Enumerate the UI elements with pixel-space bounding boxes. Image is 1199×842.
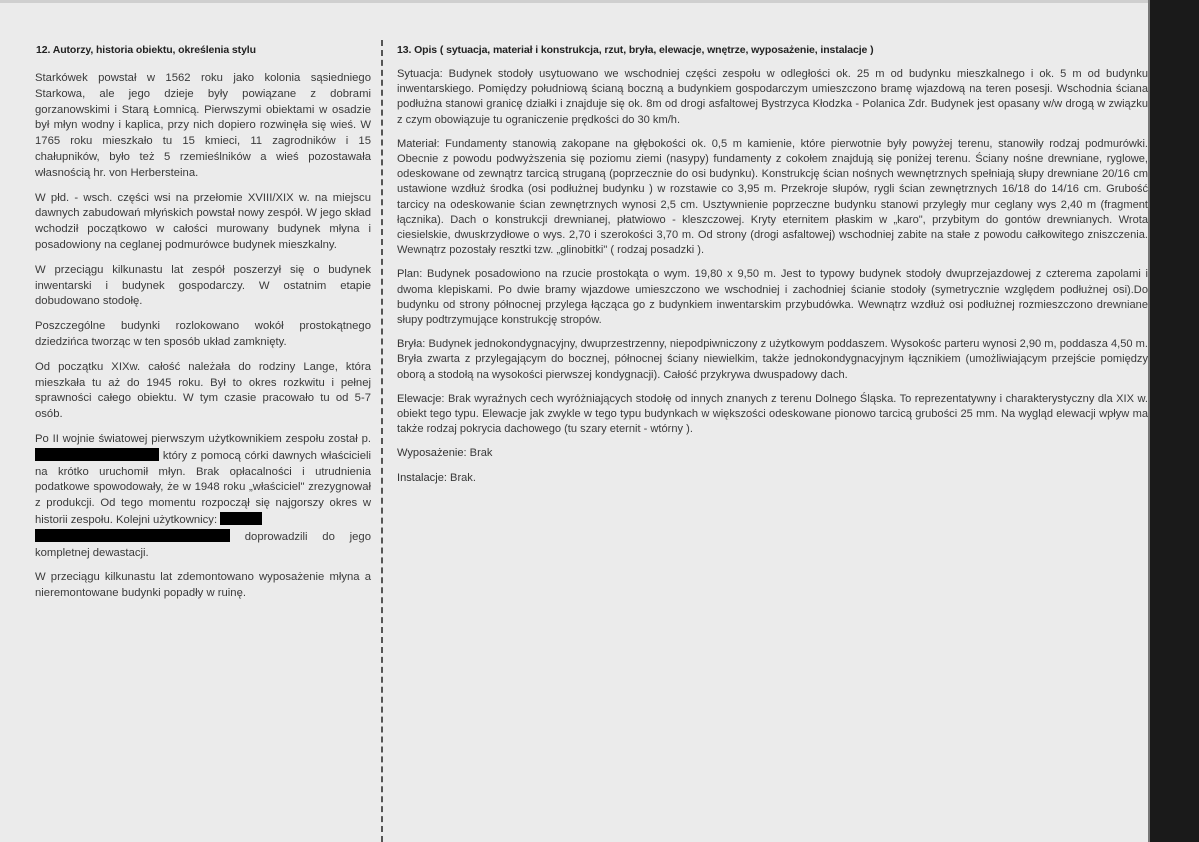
description-sytuacja — [397, 67, 1148, 128]
redaction-bar — [35, 529, 230, 542]
section-13-heading: 13. Opis ( sytuacja, materiał i konstrukcja, rzut, bryła, elewacje, wnętrze, wyposażenie, instalacje ) — [397, 44, 874, 56]
section-text: : Budynek posadowiono na rzucie prostokąta o wym. 19,80 x 9,50 m. Jest to typowy budynek stodoły dwuprzejazdowej z czterema zapolami i dwoma klepiskami. Po dwie bramy wjazdowe umieszczono we wschodniej i zachodniej ścianie stodoły (symetrycznie względem podłużnej osi).Do budynku od strony północnej przylega łącząca go z budynkiem inwentarskim przybudówka. Wewnątrz wzdłuż osi podłużnej rozmieszczono drewniane słupy podtrzymujące konstrukcję stropów. — [397, 268, 1148, 327]
history-paragraph-3: W przeciągu kilkunastu lat zespół poszerzył się o budynek inwentarski i budynek gospodarczy. W ostatnim etapie dobudowano stodołę. — [35, 263, 371, 308]
description-elewacje — [397, 392, 1148, 438]
section-term: Wyposażenie — [397, 447, 464, 460]
section-term: Sytuacja — [397, 68, 440, 80]
section-text: : Brak wyraźnych cech wyróżniających stodołę od innych znanych z terenu Dolnego Śląska. To reprezentatywny i charakterystyczny dla XIX w. obiekt tego typu. Elewacje jak zwykle w tego typu budynkach w większości odeskowane pionowo tarcicą grubości 25 mm. Na wygląd elewacji wpływ ma także rodzaj pokrycia dachowego (tu szary eternit - wtórny ). — [397, 392, 1148, 436]
left-column — [0, 0, 383, 842]
redaction-bar — [220, 512, 262, 525]
history-paragraph-postwar — [35, 432, 371, 561]
section-term: Materiał — [397, 137, 437, 150]
section-term: Instalacje — [397, 471, 444, 484]
section-term: Plan — [397, 268, 420, 281]
description-material — [397, 137, 1148, 259]
history-paragraph-last: W przeciągu kilkunastu lat zdemontowano wyposażenie młyna a nieremontowane budynki popadły w ruinę. — [35, 571, 371, 600]
section-term: Bryła — [397, 338, 423, 351]
description-instalacje — [397, 471, 1148, 486]
section-text: : Budynek jednokondygnacyjny, dwuprzestrzenny, niepodpiwniczony z użytkowym poddaszem. Wysokośc parteru wynosi 2,90 m, poddasza 4,50 m. Bryła zwarta z przylegającym do bocznej, północnej ściany niewielkim, także jednokondygnacyjnym łącznikiem (umożliwiającym przejście pomiędzy oborą a stodołą na wysokości pierwszej kondygnacji). Całość przykrywa dwuspadowy dach. — [397, 338, 1148, 381]
scan-right-edge — [1148, 0, 1199, 842]
section-text: : Brak — [463, 447, 493, 460]
column-divider — [381, 40, 383, 842]
postwar-text-1: Po II wojnie światowej pierwszym użytkownikiem zespołu został p. — [35, 432, 371, 445]
right-column — [386, 0, 1199, 842]
postwar-text-2: który z pomocą córki dawnych właścicieli na krótko uruchomił młyn. Brak opłacalności i utrudnienia podatkowe spowodowały, że w 1948 roku „właściciel" zrezygnował z produkcji. Od tego momentu rozpoczął się najgorszy okres w historii zespołu. Kolejni użytkownicy: — [35, 449, 371, 526]
description-plan — [397, 267, 1148, 328]
description-wyposazenie — [397, 446, 1148, 461]
history-paragraph-2: W płd. - wsch. części wsi na przełomie XVIII/XIX w. na miejscu dawnych zabudowań młyńskich powstał nowy zespół. W jego skład wchodził początkowo w całości murowany budynek młyna i posadowiony na ceglanej podmurówce budynek mieszkalny. — [35, 191, 371, 251]
section-text: : Budynek stodoły usytuowano we wschodniej części zespołu w odległości ok. 25 m od budynku mieszkalnego i ok. 5 m od budynku inwentarskiego. Pomiędzy południową ścianą boczną a budynkiem gospodarczym umieszczono bramę wjazdową na teren posesji. Wschodnia ściana podłużna stanowi granicę działki i znajduje się ok. 8m od drogi asfaltowej Bystrzyca Kłodzka - Polanica Zdr. Budynek jest opasany w/w drogą w związku z czym obowiązuje tu ograniczenie prędkości do 30 km/h. — [397, 68, 1148, 126]
history-paragraph-4: Poszczególne budynki rozlokowano wokół prostokątnego dziedzińca tworząc w ten sposób układ zamknięty. — [35, 320, 371, 348]
history-paragraph-1: Starkówek powstał w 1562 roku jako kolonia sąsiedniego Starkowa, ale jego dzieje były powiązane z dobrami gorzanowskimi i Starą Łomnicą. Pierwszymi obiektami w osadzie był młyn wodny i kaplica, przy nich dopiero rozwinęła się wieś. W 1765 roku mieszkało tu 15 kmieci, 11 zagrodników i 15 chałupników, było też 5 rzemieślników a wieś pozostawała własnością hr. von Herbersteina. — [35, 72, 371, 179]
section-text: : Fundamenty stanowią zakopane na głębokości ok. 0,5 m kamienie, które pierwotnie były powyżej terenu, stanowiły rodzaj podmurówki. Obecnie z powodu podwyższenia się poziomu ziemi (nasypy) fundamenty z cokołem znajdują się poniżej terenu. Ściany nośne drewniane, ryglowe, odeskowane od zewnątrz tarcicą struganą (poprzecznie do osi budynku). Konstrukcję ścian nośnych wewnętrznych spełniają słupy drewniane 20/16 cm ustawione wzdłuż środka (osi podłużnej budynku ) w rozstawie co 3,95 m. Przekroje słupów, rygli ścian zewnętrznych 16/18 do 14/16 cm. Grubość tarcicy na odeskowanie ścian zewnętrznych wynosi 2,5 cm. Usztywnienie poprzeczne budynku stanowi przyległy mur ceglany wys 2,40 m (fragment łącznika). Dach o konstrukcji drewnianej, płatwiowo - kleszczowej. Kryty eternitem płaskim w „karo", przybitym do gontów drewnianych. Wrota ciesielskie, dwuskrzydłowe o wys. 2,70 i szerokości 3,70 m. Od strony (drogi asfaltowej) wschodniej zabite na stałe z powodu całkowitego zniszczenia. Wewnątrz pozostały resztki tzw. „glinobitki" ( rodzaj posadzki ). — [397, 137, 1148, 257]
description-bryla — [397, 337, 1148, 383]
section-12-heading: 12. Autorzy, historia obiektu, określenia stylu — [36, 44, 256, 56]
history-paragraph-5: Od początku XIXw. całość należała do rodziny Lange, która mieszkała tu aż do 1945 roku. Był to okres rozkwitu i pełnej sprawności całego obiektu. W tym czasie pracowało tu od 5-7 osób. — [35, 360, 371, 421]
redaction-bar — [35, 448, 159, 461]
section-term: Elewacje — [397, 392, 442, 405]
section-text: : Brak. — [443, 471, 476, 484]
postwar-text-3: doprowadzili do jego kompletnej dewastacji. — [35, 530, 371, 559]
